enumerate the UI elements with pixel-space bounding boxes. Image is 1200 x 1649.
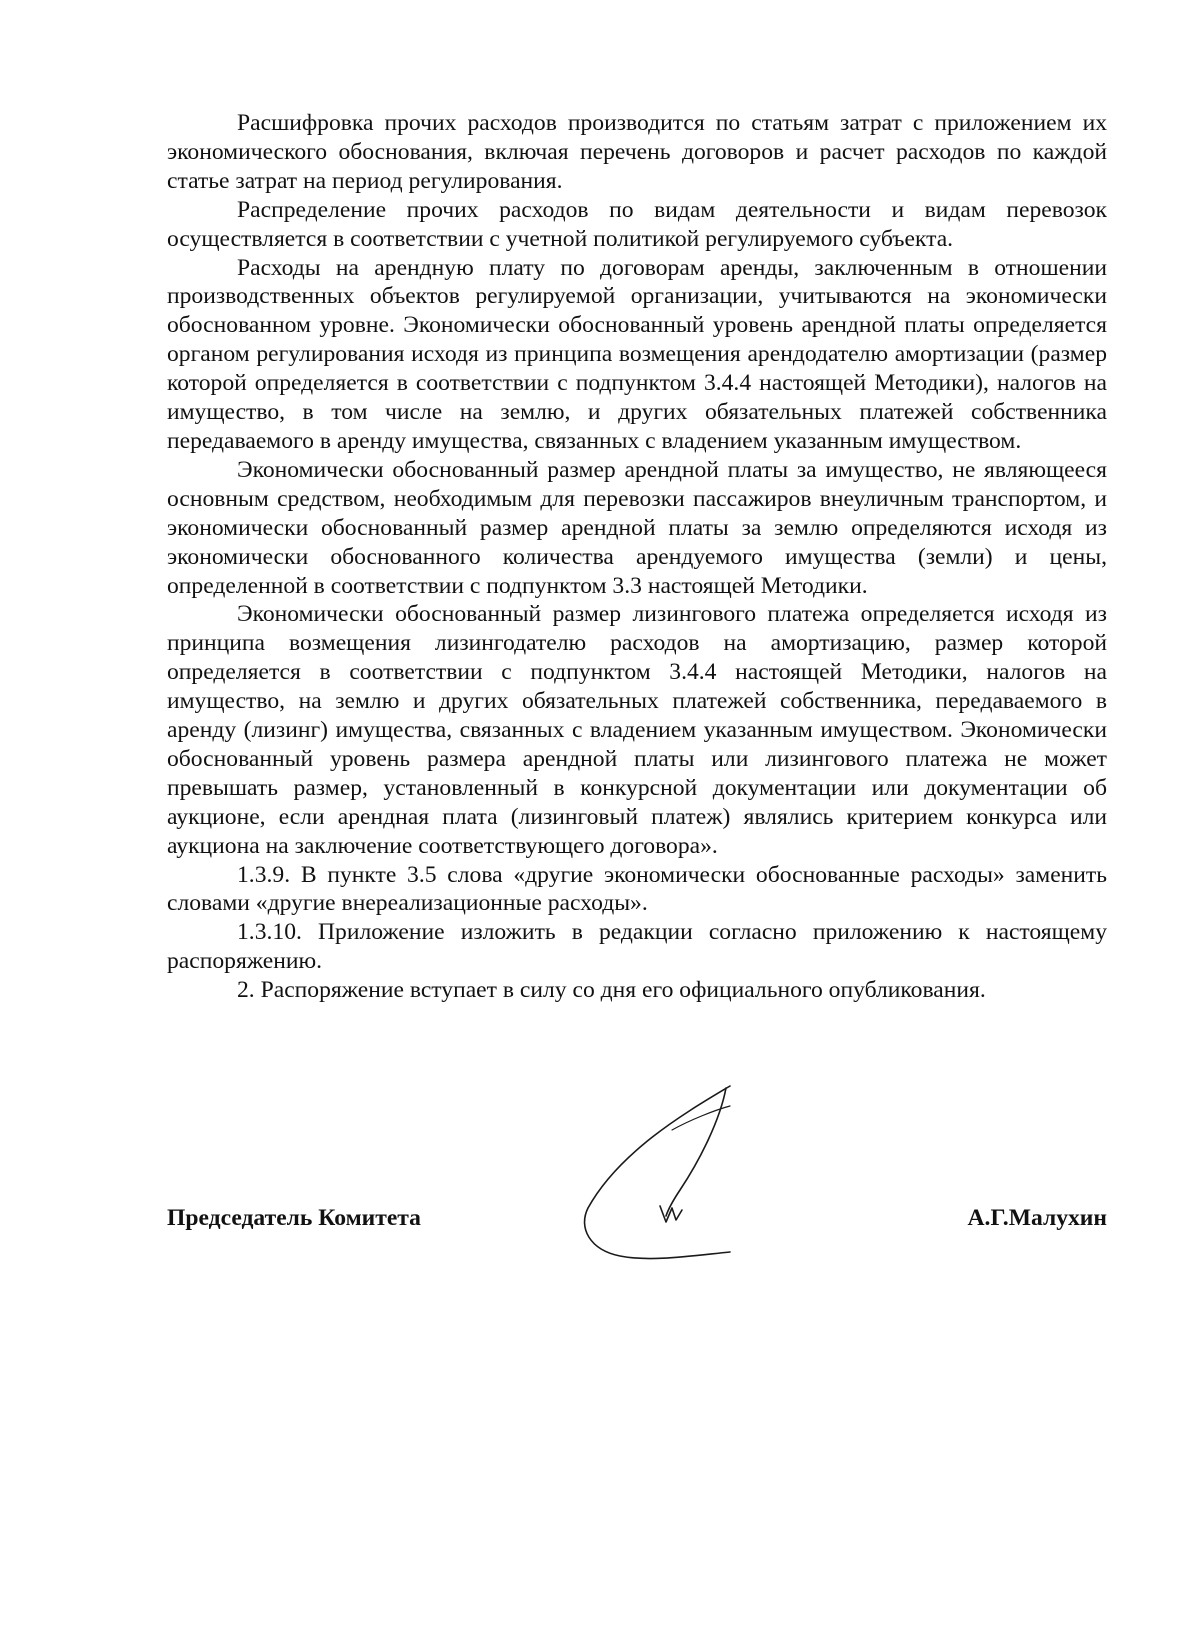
paragraph-item-1-3-9: 1.3.9. В пункте 3.5 слова «другие экономически обоснованные расходы» заменить словами «другие внереализационные расходы».: [167, 861, 1107, 917]
paragraph-rent-size: Экономически обоснованный размер арендной платы за имущество, не являющееся основным средством, необходимым для перевозки пассажиров внеуличным транспортом, и экономически обоснованный размер арендной платы за землю определяются исходя из экономически обоснованного количества арендуемого имущества (земли) и цены, определенной в соответствии с подпунктом 3.3 настоящей Методики.: [167, 456, 1107, 599]
paragraph-rent-expenses: Расходы на арендную плату по договорам аренды, заключенным в отношении производственных объектов регулируемой организации, учитываются на экономически обоснованном уровне. Экономически обоснованный уровень арендной платы определяется органом регулирования исходя из принципа возмещения арендодателю амортизации (размер которой определяется в соответствии с подпунктом 3.4.4 настоящей Методики), налогов на имущество, в том числе на землю, и других обязательных платежей собственника передаваемого в аренду имущества, связанных с владением указанным имуществом.: [167, 254, 1107, 454]
signature-block: [167, 1205, 1107, 1245]
paragraph-item-1-3-10: 1.3.10. Приложение изложить в редакции согласно приложению к настоящему распоряжению.: [167, 919, 1107, 975]
paragraph-leasing-payment: Экономически обоснованный размер лизингового платежа определяется исходя из принципа возмещения лизингодателю расходов на амортизацию, размер которой определяется в соответствии с подпунктом 3.4.4 настоящей Методики, налогов на имущество, на землю и других обязательных платежей собственника, передаваемого в аренду (лизинг) имущества, связанных с владением указанным имуществом. Экономически обоснованный уровень размера арендной платы или лизингового платежа не может превышать размер, установленный в конкурсной документации или документации об аукционе, если арендная плата (лизинговый платеж) являлись критерием конкурса или аукциона на заключение соответствующего договора».: [167, 601, 1107, 859]
signatory-position: Председатель Комитета: [167, 1205, 421, 1231]
paragraph-expenses-distribution: Распределение прочих расходов по видам деятельности и видам перевозок осуществляется в соответствии с учетной политикой регулируемого субъекта.: [167, 196, 1107, 252]
paragraph-item-2: 2. Распоряжение вступает в силу со дня его официального опубликования.: [237, 977, 986, 1004]
paragraph-other-expenses-breakdown: Расшифровка прочих расходов производится по статьям затрат с приложением их экономического обоснования, включая перечень договоров и расчет расходов по каждой статье затрат на период регулирования.: [167, 110, 1107, 194]
signatory-name: А.Г.Малухин: [967, 1205, 1107, 1231]
document-body: [167, 109, 1107, 1005]
